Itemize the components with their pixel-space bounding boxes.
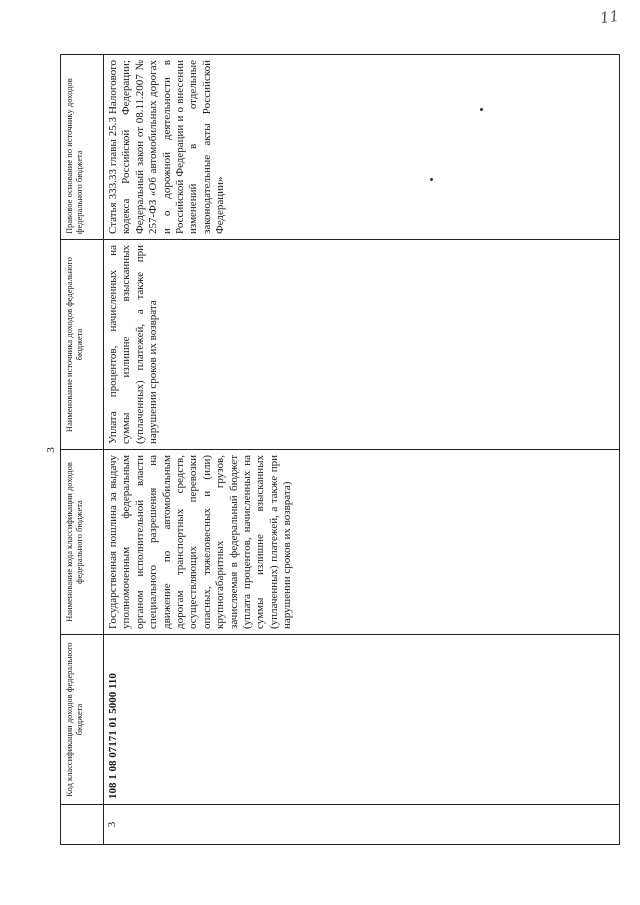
page-number: 3 (45, 447, 57, 453)
table-header-row (61, 55, 104, 845)
header-code: Код классификации доходов федерального бюджета (61, 635, 104, 805)
classification-code: 108 1 08 07171 01 5000 110 (104, 635, 620, 805)
revenue-source-name: Уплата процентов, начисленных на суммы излишне взысканных (уплаченных) платежей, а также при нарушении сроков их возврата (104, 240, 620, 450)
header-source-name: Наименование источника доходов федерального бюджета (61, 240, 104, 450)
table-row (104, 55, 620, 845)
revenue-classification-table (60, 54, 620, 845)
header-code-name: Наименование кода классификации доходов федерального бюджета (61, 450, 104, 635)
legal-basis: Статья 333.33 главы 25.3 Налогового кодекса Российской Федерации; Федеральный закон от 08.11.2007 № 257-ФЗ «Об автомобильных дорогах и о дорожной деятельности в Российской Федерации и о внесении изменений в отдельные законодательные акты Российской Федерации» (104, 55, 620, 240)
header-legal-basis: Правовое основание по источнику доходов федерального бюджета (61, 55, 104, 240)
rotated-page-content (45, 55, 620, 845)
header-row-number (61, 805, 104, 845)
classification-code-name: Государственная пошлина за выдачу уполномоченным федеральным органом исполнительной власти специального разрешения на движение по автомобильным дорогам транспортных средств, осуществляющих перевозки опасных, тяжеловесных и (или) крупногабаритных грузов, зачисляемая в федеральный бюджет (уплата процентов, начисленных на суммы излишне взысканных (уплаченных) платежей, а также при нарушении сроков их возврата) (104, 450, 620, 635)
handwritten-page-number: 11 (598, 6, 621, 28)
row-number: 3 (104, 805, 620, 845)
